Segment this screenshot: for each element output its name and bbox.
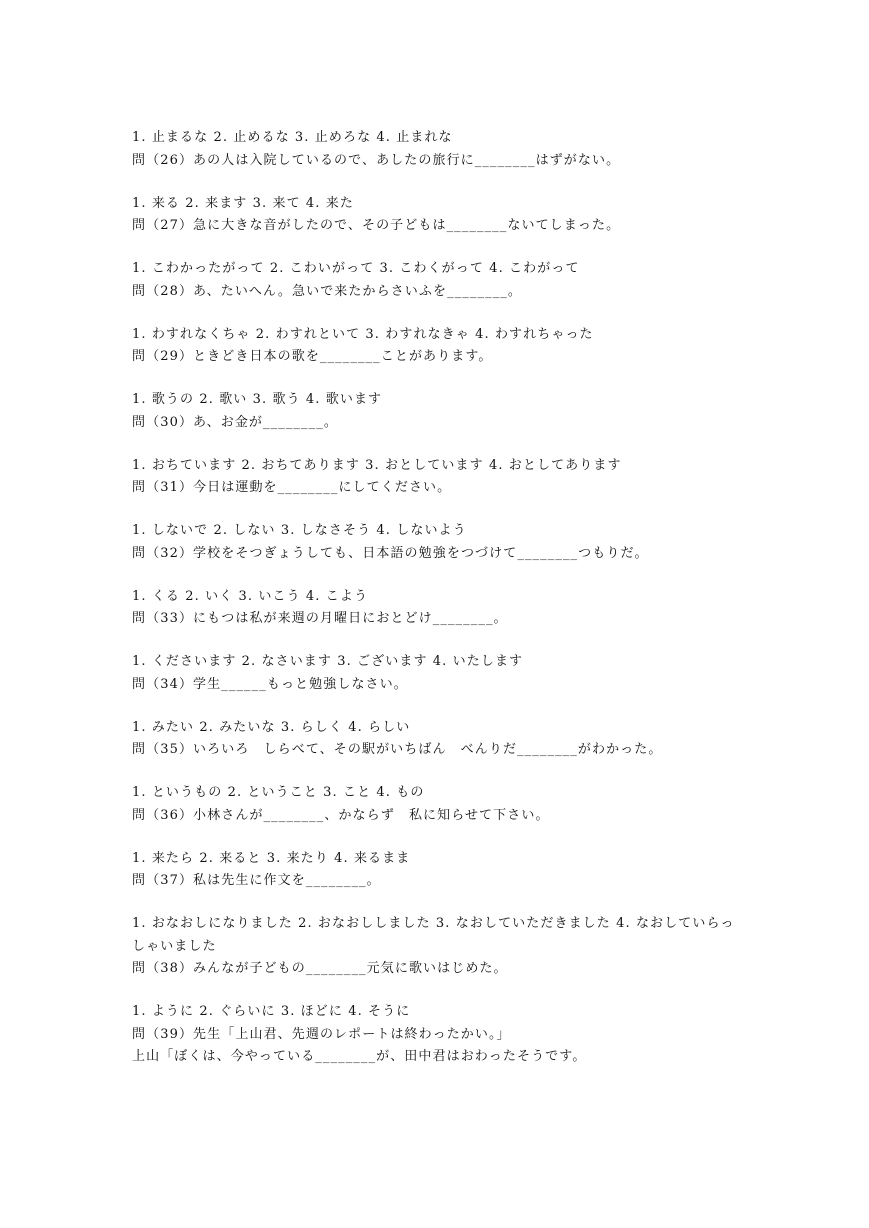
question-text: 問（26）あの人は入院しているので、あしたの旅行に________はずがない。 <box>132 152 621 168</box>
question-text: 問（33）にもつは私が来週の月曜日におとどけ________。 <box>132 611 508 626</box>
question-block <box>132 258 742 303</box>
question-text: 問（31）今日は運動を________にしてください。 <box>132 480 452 495</box>
question-block <box>132 389 742 434</box>
answer-options: 1. おなおしになりました 2. おなおししました 3. なおしていただきました 4. なおしていらっしゃいました <box>132 916 735 954</box>
answer-options: 1. 来る 2. 来ます 3. 来て 4. 来た <box>132 195 354 211</box>
answer-options: 1. くださいます 2. なさいます 3. ございます 4. いたします <box>132 654 524 669</box>
question-block <box>132 913 742 981</box>
question-block <box>132 520 742 565</box>
question-text: 問（35）いろいろ しらべて、その駅がいちばん べんりだ________がわかった。 <box>132 742 663 757</box>
question-block <box>132 782 742 827</box>
answer-options: 1. 来たら 2. 来ると 3. 来たり 4. 来るまま <box>132 850 411 866</box>
answer-options: 1. 止まるな 2. 止めるな 3. 止めろな 4. 止まれな <box>132 130 453 145</box>
question-block <box>132 1001 742 1069</box>
question-block <box>132 651 742 696</box>
question-block <box>132 324 742 369</box>
answer-options: 1. というもの 2. ということ 3. こと 4. もの <box>132 785 425 800</box>
answer-options: 1. みたい 2. みたいな 3. らしく 4. らしい <box>132 719 411 735</box>
question-text: 問（28）あ、たいへん。急いで来たからさいふを________。 <box>132 283 523 299</box>
document-page <box>132 127 742 1089</box>
question-text: 問（30）あ、お金が________。 <box>132 414 338 430</box>
question-text: 問（36）小林さんが________、かならず 私に知らせて下さい。 <box>132 807 550 823</box>
answer-options: 1. おちています 2. おちてあります 3. おとしています 4. おとしてあります <box>132 457 622 473</box>
question-block <box>132 455 742 500</box>
question-text: 問（34）学生______もっと勉強しなさい。 <box>132 676 408 692</box>
question-text: 問（37）私は先生に作文を________。 <box>132 873 381 888</box>
answer-options: 1. ように 2. ぐらいに 3. ほどに 4. そうに <box>132 1004 411 1019</box>
question-text: 問（39）先生「上山君、先週のレポートは終わったかい。」 <box>132 1026 511 1042</box>
question-block <box>132 127 742 172</box>
answer-options: 1. こわかったがって 2. こわいがって 3. こわくがって 4. こわがって <box>132 261 580 276</box>
question-text: 問（32）学校をそつぎょうしても、日本語の勉強をつづけて________つもりだ。 <box>132 545 649 561</box>
question-text: 問（38）みんなが子どもの________元気に歌いはじめた。 <box>132 961 508 976</box>
question-block <box>132 193 742 238</box>
question-text: 問（29）ときどき日本の歌を________ことがあります。 <box>132 349 493 364</box>
answer-options: 1. しないで 2. しない 3. しなさそう 4. しないよう <box>132 523 467 538</box>
answer-options: 1. 歌うの 2. 歌い 3. 歌う 4. 歌います <box>132 392 383 407</box>
question-block <box>132 717 742 762</box>
question-text: 問（27）急に大きな音がしたので、その子どもは________ないてしまった。 <box>132 218 621 233</box>
question-text: 上山「ぼくは、今やっている________が、田中君はおわったそうです。 <box>132 1049 587 1064</box>
answer-options: 1. わすれなくちゃ 2. わすれといて 3. わすれなきゃ 4. わすれちゃった <box>132 326 594 342</box>
question-block <box>132 586 742 631</box>
answer-options: 1. くる 2. いく 3. いこう 4. こよう <box>132 588 369 604</box>
question-block <box>132 848 742 893</box>
